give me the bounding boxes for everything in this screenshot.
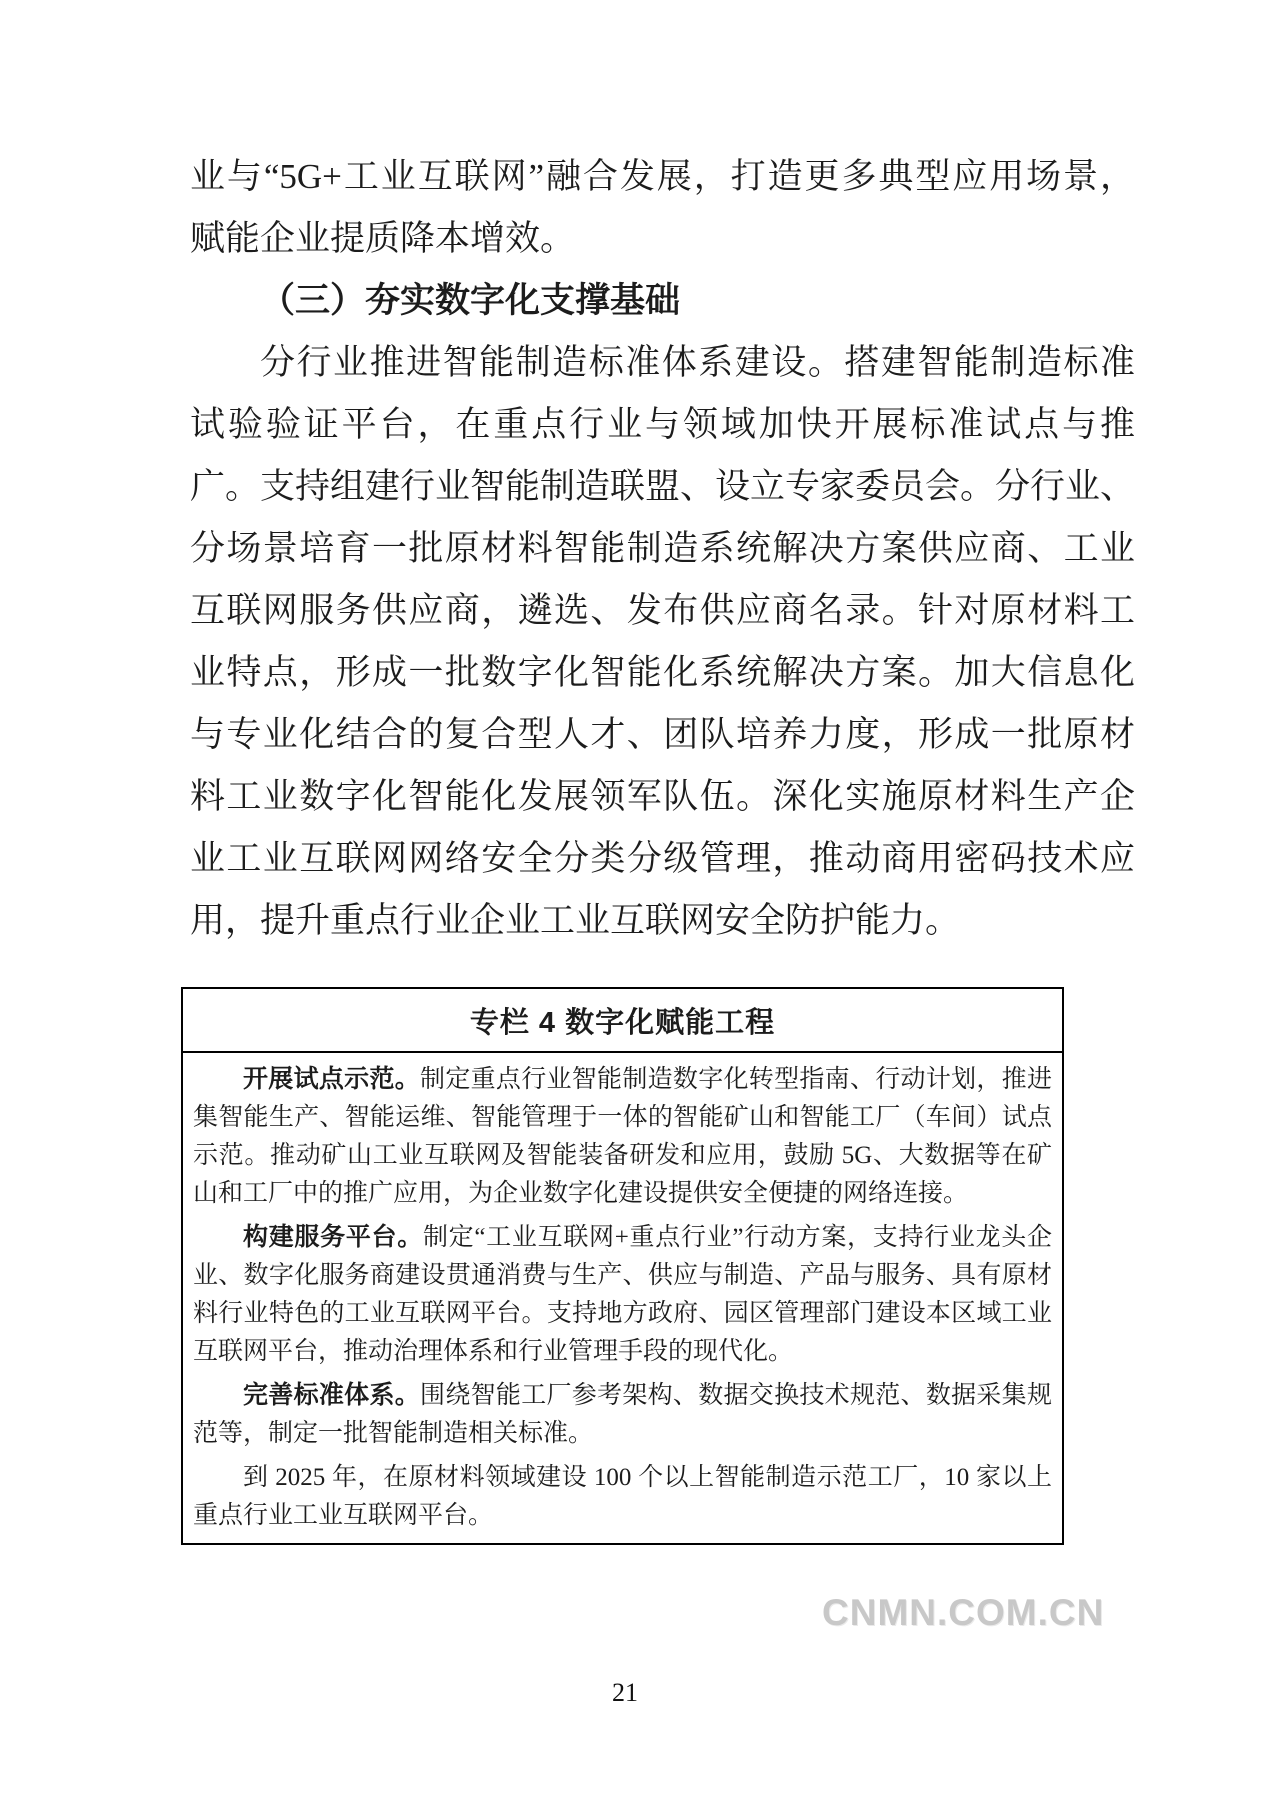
page-number: 21	[612, 1678, 638, 1707]
callout-paragraph	[193, 1218, 1052, 1371]
text-line: 用，提升重点行业企业工业互联网安全防护能力。	[190, 901, 961, 940]
text-line: 与专业化结合的复合型人才、团队培养力度，形成一批原材	[190, 715, 1135, 754]
text-line: 广。支持组建行业智能制造联盟、设立专家委员会。分行业、	[190, 467, 1135, 506]
callout-box	[181, 987, 1064, 1545]
watermark: CNMN.COM.CN	[822, 1592, 1105, 1633]
paragraph-body: 到 2025 年，在原材料领域建设 100 个以上智能制造示范工厂，10 家以上重点行业工业互联网平台。	[193, 1464, 1052, 1529]
callout-box-body	[183, 1053, 1062, 1543]
paragraph-body: 制定“工业互联网+重点行业”行动方案，支持行业龙头企业、数字化服务商建设贯通消费与生产、供应与制造、产品与服务、具有原材料行业特色的工业互联网平台。支持地方政府、园区管理部门建设本区域工业互联网平台，推动治理体系和行业管理手段的现代化。	[193, 1224, 1052, 1365]
callout-paragraph	[193, 1458, 1052, 1535]
callout-paragraph	[193, 1376, 1052, 1453]
paragraph-body: 制定重点行业智能制造数字化转型指南、行动计划，推进集智能生产、智能运维、智能管理于一体的智能矿山和智能工厂（车间）试点示范。推动矿山工业互联网及智能装备研发和应用，鼓励 5G、大数据等在矿山和工厂中的推广应用，为企业数字化建设提供安全便捷的网络连接。	[193, 1066, 1052, 1207]
paragraph-lead: 构建服务平台。	[243, 1223, 423, 1251]
paragraph-lead: 开展试点示范。	[243, 1065, 421, 1093]
paragraph-lead: 完善标准体系。	[243, 1381, 421, 1409]
callout-box-title: 专栏 4 数字化赋能工程	[183, 989, 1062, 1053]
section-heading: （三）夯实数字化支撑基础	[260, 281, 681, 320]
text-line: 赋能企业提质降本增效。	[190, 219, 576, 258]
text-line: 料工业数字化智能化发展领军队伍。深化实施原材料生产企	[190, 777, 1135, 816]
text-line: 试验验证平台，在重点行业与领域加快开展标准试点与推	[190, 405, 1135, 444]
body-text	[190, 146, 1135, 952]
text-line: 分行业推进智能制造标准体系建设。搭建智能制造标准	[260, 343, 1135, 382]
paragraph-body: 围绕智能工厂参考架构、数据交换技术规范、数据采集规范等，制定一批智能制造相关标准。	[193, 1382, 1052, 1447]
text-line: 业与“5G+工业互联网”融合发展，打造更多典型应用场景，	[190, 157, 1135, 196]
text-line: 业特点，形成一批数字化智能化系统解决方案。加大信息化	[190, 653, 1135, 692]
text-line: 业工业互联网网络安全分类分级管理，推动商用密码技术应	[190, 839, 1135, 878]
text-line: 互联网服务供应商，遴选、发布供应商名录。针对原材料工	[190, 591, 1135, 630]
text-line: 分场景培育一批原材料智能制造系统解决方案供应商、工业	[190, 529, 1135, 568]
callout-paragraph	[193, 1060, 1052, 1213]
